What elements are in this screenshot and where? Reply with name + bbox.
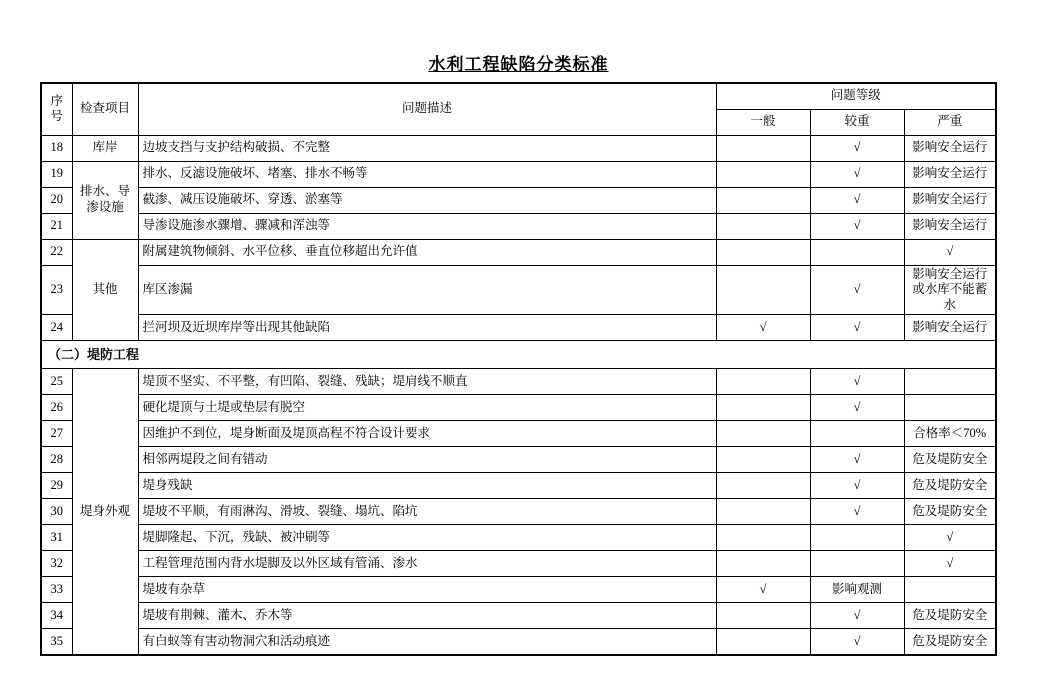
header-grade-moderate: 较重 (810, 109, 904, 135)
grade-moderate-cell: √ (810, 135, 904, 161)
row-no-cell: 24 (41, 315, 72, 341)
grade-moderate-cell (810, 239, 904, 265)
grade-general-cell (716, 161, 810, 187)
row-no-cell: 29 (41, 473, 72, 499)
page-title: 水利工程缺陷分类标准 (428, 55, 609, 74)
table-row (41, 473, 996, 499)
grade-moderate-cell: √ (810, 473, 904, 499)
grade-general-cell (716, 551, 810, 577)
grade-general-cell (716, 603, 810, 629)
grade-general-cell (716, 239, 810, 265)
problem-desc-cell: 堤顶不坚实、不平整，有凹陷、裂缝、残缺；堤肩线不顺直 (138, 369, 716, 395)
problem-desc-cell: 工程管理范围内背水堤脚及以外区域有管涌、渗水 (138, 551, 716, 577)
row-no-cell: 34 (41, 603, 72, 629)
header-seq: 序号 (41, 83, 72, 135)
row-no-cell: 30 (41, 499, 72, 525)
grade-severe-cell: 危及堤防安全 (904, 603, 996, 629)
problem-desc-cell: 截渗、减压设施破坏、穿透、淤塞等 (138, 187, 716, 213)
row-no-cell: 23 (41, 265, 72, 315)
grade-general-cell (716, 421, 810, 447)
grade-severe-cell: √ (904, 551, 996, 577)
grade-severe-cell: 危及堤防安全 (904, 473, 996, 499)
table-row (41, 421, 996, 447)
grade-general-cell (716, 499, 810, 525)
row-no-cell: 35 (41, 629, 72, 655)
problem-desc-cell: 堤身残缺 (138, 473, 716, 499)
grade-moderate-cell: √ (810, 369, 904, 395)
grade-severe-cell: 危及堤防安全 (904, 499, 996, 525)
problem-desc-cell: 排水、反滤设施破坏、堵塞、排水不畅等 (138, 161, 716, 187)
grade-general-cell (716, 473, 810, 499)
grade-severe-cell: √ (904, 239, 996, 265)
row-no-cell: 25 (41, 369, 72, 395)
problem-desc-cell: 堤脚隆起、下沉，残缺、被冲刷等 (138, 525, 716, 551)
grade-moderate-cell: 影响观测 (810, 577, 904, 603)
header-problem-grade: 问题等级 (716, 83, 996, 109)
table-row (41, 265, 996, 315)
grade-severe-cell: 影响安全运行 (904, 187, 996, 213)
problem-desc-cell: 堤坡有杂草 (138, 577, 716, 603)
table-row (41, 369, 996, 395)
table-row (41, 239, 996, 265)
grade-severe-cell: 影响安全运行 (904, 213, 996, 239)
defect-classification-table (40, 82, 997, 656)
row-no-cell: 22 (41, 239, 72, 265)
table-row (41, 603, 996, 629)
table-row (41, 161, 996, 187)
grade-moderate-cell: √ (810, 629, 904, 655)
grade-severe-cell: √ (904, 525, 996, 551)
check-item-cell: 其他 (72, 239, 138, 341)
document-page (0, 50, 1040, 686)
grade-general-cell (716, 135, 810, 161)
grade-moderate-cell (810, 551, 904, 577)
header-grade-severe: 严重 (904, 109, 996, 135)
problem-desc-cell: 堤坡有荆棘、灌木、乔木等 (138, 603, 716, 629)
check-item-cell: 堤身外观 (72, 369, 138, 655)
grade-general-cell (716, 447, 810, 473)
header-problem-desc: 问题描述 (138, 83, 716, 135)
row-no-cell: 32 (41, 551, 72, 577)
grade-general-cell (716, 187, 810, 213)
grade-general-cell (716, 213, 810, 239)
grade-moderate-cell: √ (810, 213, 904, 239)
table-row (41, 213, 996, 239)
row-no-cell: 27 (41, 421, 72, 447)
grade-severe-cell: 危及堤防安全 (904, 447, 996, 473)
grade-general-cell (716, 369, 810, 395)
header-grade-general: 一般 (716, 109, 810, 135)
row-no-cell: 31 (41, 525, 72, 551)
check-item-cell: 排水、导渗设施 (72, 161, 138, 239)
row-no-cell: 21 (41, 213, 72, 239)
row-no-cell: 18 (41, 135, 72, 161)
grade-moderate-cell: √ (810, 161, 904, 187)
table-row (41, 187, 996, 213)
grade-severe-cell (904, 395, 996, 421)
table-row (41, 135, 996, 161)
table-row (41, 447, 996, 473)
problem-desc-cell: 附属建筑物倾斜、水平位移、垂直位移超出允许值 (138, 239, 716, 265)
grade-severe-cell: 危及堤防安全 (904, 629, 996, 655)
table-row (41, 315, 996, 341)
grade-moderate-cell: √ (810, 187, 904, 213)
grade-general-cell: √ (716, 315, 810, 341)
grade-severe-cell: 影响安全运行 (904, 161, 996, 187)
table-row (41, 629, 996, 655)
grade-severe-cell: 影响安全运行或水库不能蓄水 (904, 265, 996, 315)
section-header-row (41, 341, 996, 369)
grade-severe-cell: 影响安全运行 (904, 315, 996, 341)
header-row-1 (41, 83, 996, 109)
grade-severe-cell (904, 577, 996, 603)
problem-desc-cell: 导渗设施渗水骤增、骤减和浑浊等 (138, 213, 716, 239)
grade-general-cell: √ (716, 577, 810, 603)
problem-desc-cell: 因维护不到位，堤身断面及堤顶高程不符合设计要求 (138, 421, 716, 447)
grade-general-cell (716, 525, 810, 551)
grade-severe-cell: 影响安全运行 (904, 135, 996, 161)
grade-general-cell (716, 629, 810, 655)
grade-moderate-cell (810, 525, 904, 551)
grade-moderate-cell: √ (810, 447, 904, 473)
table-row (41, 499, 996, 525)
grade-moderate-cell: √ (810, 265, 904, 315)
row-no-cell: 26 (41, 395, 72, 421)
problem-desc-cell: 相邻两堤段之间有错动 (138, 447, 716, 473)
grade-moderate-cell: √ (810, 603, 904, 629)
problem-desc-cell: 硬化堤顶与土堤或垫层有脱空 (138, 395, 716, 421)
grade-moderate-cell: √ (810, 499, 904, 525)
row-no-cell: 20 (41, 187, 72, 213)
problem-desc-cell: 堤坡不平顺，有雨淋沟、滑坡、裂缝、塌坑、陷坑 (138, 499, 716, 525)
table-row (41, 395, 996, 421)
row-no-cell: 33 (41, 577, 72, 603)
header-check-item: 检查项目 (72, 83, 138, 135)
problem-desc-cell: 库区渗漏 (138, 265, 716, 315)
grade-general-cell (716, 265, 810, 315)
grade-severe-cell: 合格率＜70% (904, 421, 996, 447)
row-no-cell: 28 (41, 447, 72, 473)
table-row (41, 551, 996, 577)
grade-moderate-cell: √ (810, 395, 904, 421)
row-no-cell: 19 (41, 161, 72, 187)
problem-desc-cell: 有白蚁等有害动物洞穴和活动痕迹 (138, 629, 716, 655)
grade-general-cell (716, 395, 810, 421)
grade-severe-cell (904, 369, 996, 395)
section-title: （二）堤防工程 (41, 341, 996, 369)
problem-desc-cell: 拦河坝及近坝库岸等出现其他缺陷 (138, 315, 716, 341)
grade-moderate-cell (810, 421, 904, 447)
grade-moderate-cell: √ (810, 315, 904, 341)
check-item-cell: 库岸 (72, 135, 138, 161)
problem-desc-cell: 边坡支挡与支护结构破损、不完整 (138, 135, 716, 161)
table-row (41, 525, 996, 551)
table-row (41, 577, 996, 603)
